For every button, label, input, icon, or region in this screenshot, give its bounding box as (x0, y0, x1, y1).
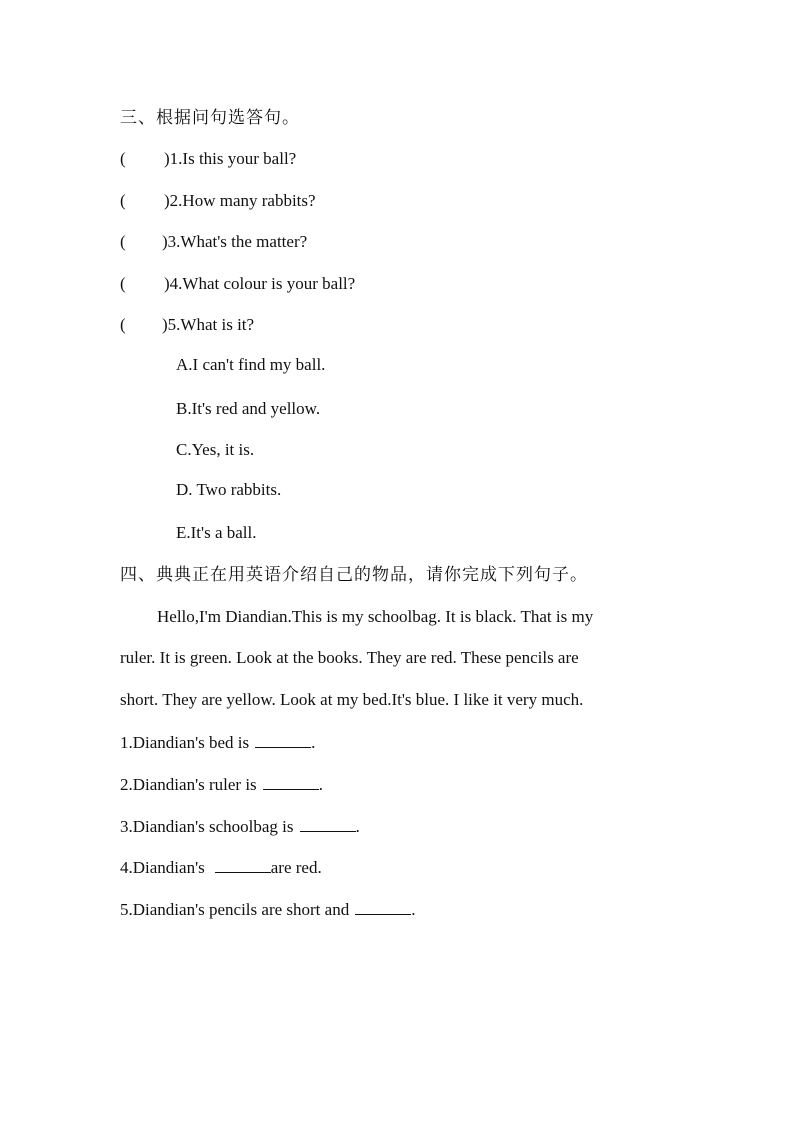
question-2 (120, 191, 316, 211)
fill-item-text: 3.Diandian's schoolbag is (120, 817, 294, 836)
fill-blank[interactable] (255, 731, 311, 748)
fill-item-end: are red. (270, 858, 322, 877)
answer-paren-open: ( (120, 149, 126, 168)
answer-paren-close: ) (164, 149, 170, 168)
question-4 (120, 274, 355, 294)
fill-item-end: . (411, 900, 416, 919)
question-text: 2.How many rabbits? (169, 191, 316, 210)
question-5 (120, 315, 254, 335)
option-e: E.It's a ball. (176, 523, 257, 542)
question-3 (120, 232, 307, 252)
option-b: B.It's red and yellow. (176, 399, 321, 418)
question-text: 1.Is this your ball? (169, 149, 297, 168)
answer-paren-open: ( (120, 315, 126, 334)
option-a: A.I can't find my ball. (176, 355, 326, 374)
fill-item-end: . (311, 733, 316, 752)
fill-item-5 (120, 898, 415, 920)
passage-line-2: ruler. It is green. Look at the books. They are red. These pencils are (120, 648, 579, 667)
fill-blank[interactable] (300, 815, 356, 832)
question-text: 3.What's the matter? (167, 232, 308, 251)
fill-item-text: 4.Diandian's (120, 858, 205, 877)
option-c: C.Yes, it is. (176, 440, 255, 459)
answer-paren-open: ( (120, 274, 126, 293)
fill-item-end: . (318, 775, 323, 794)
answer-paren-close: ) (164, 274, 170, 293)
answer-paren-close: ) (162, 315, 168, 334)
fill-item-2 (120, 773, 323, 795)
answer-paren-close: ) (164, 191, 170, 210)
passage-line-3: short. They are yellow. Look at my bed.It's blue. I like it very much. (120, 690, 584, 709)
answer-paren-open: ( (120, 232, 126, 251)
passage-line-1: Hello,I'm Diandian.This is my schoolbag. It is black. That is my (157, 607, 594, 626)
fill-item-text: 2.Diandian's ruler is (120, 775, 257, 794)
fill-item-end: . (355, 817, 360, 836)
fill-item-1 (120, 731, 315, 753)
fill-blank[interactable] (355, 898, 411, 915)
answer-paren-open: ( (120, 191, 126, 210)
section-4-heading: 四、典典正在用英语介绍自己的物品，请你完成下列句子。 (120, 565, 588, 584)
question-text: 4.What colour is your ball? (169, 274, 356, 293)
option-d: D. Two rabbits. (176, 480, 282, 499)
fill-item-4 (120, 856, 322, 878)
answer-paren-close: ) (162, 232, 168, 251)
question-text: 5.What is it? (167, 315, 255, 334)
fill-item-text: 5.Diandian's pencils are short and (120, 900, 350, 919)
fill-item-3 (120, 815, 360, 837)
fill-blank[interactable] (263, 773, 319, 790)
question-1 (120, 149, 296, 169)
section-3-heading: 三、根据问句选答句。 (120, 108, 300, 127)
fill-blank[interactable] (215, 856, 271, 873)
fill-item-text: 1.Diandian's bed is (120, 733, 250, 752)
